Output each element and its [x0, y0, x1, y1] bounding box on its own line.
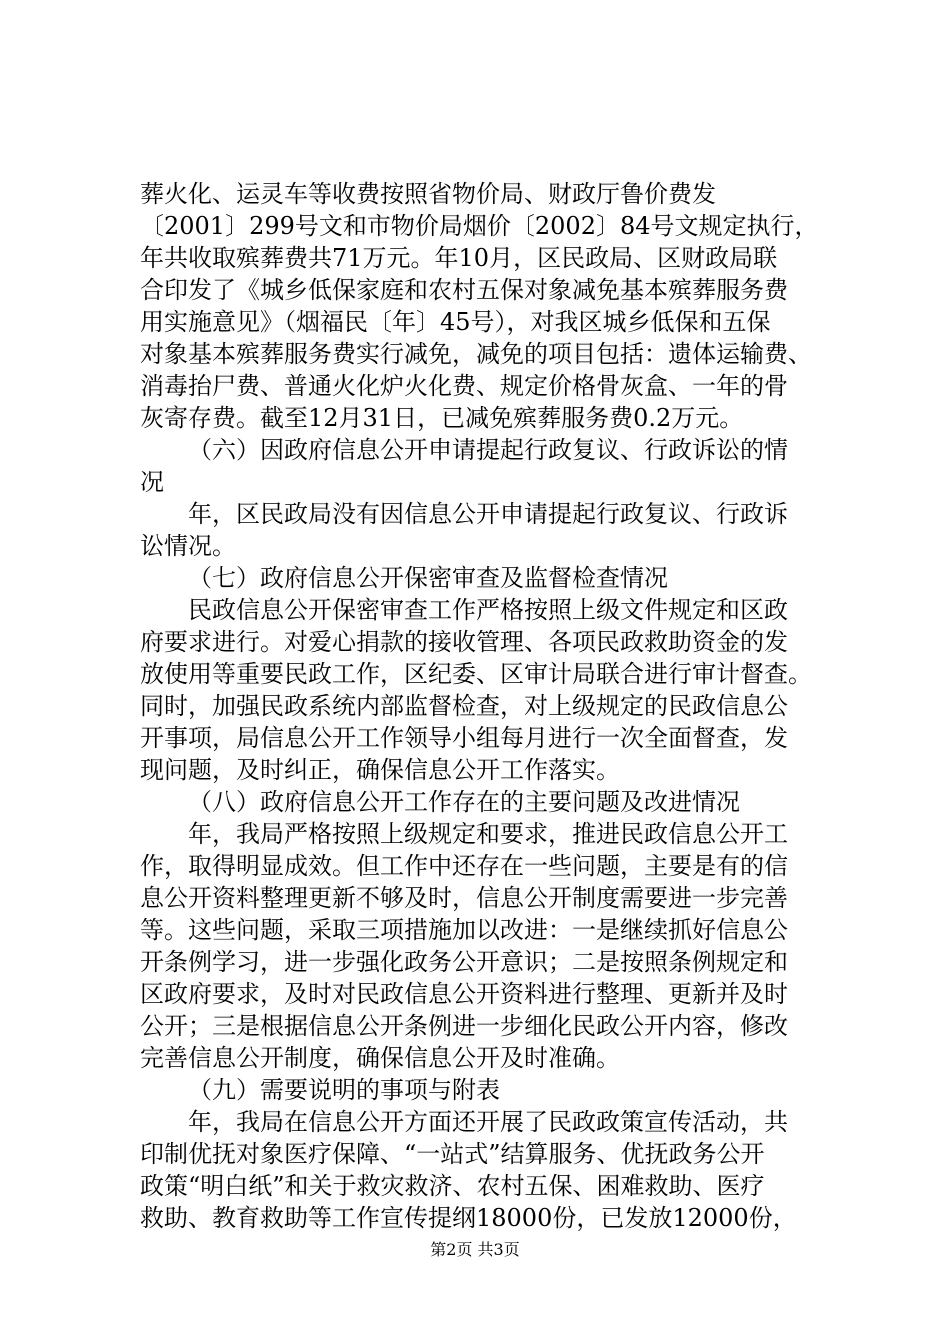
body-line: 况: [140, 468, 164, 496]
body-line: 〔2001〕299号文和市物价局烟价〔2002〕84号文规定执行，: [140, 212, 819, 240]
body-line: 年，区民政局没有因信息公开申请提起行政复议、行政诉: [188, 500, 788, 528]
body-line: 等。这些问题，采取三项措施加以改进：一是继续抓好信息公: [140, 916, 788, 944]
body-line: 印制优抚对象医疗保障、“一站式”结算服务、优抚政务公开: [140, 1140, 765, 1168]
body-line: 消毒抬尸费、普通火化炉火化费、规定价格骨灰盒、一年的骨: [140, 372, 788, 400]
body-line: 开事项，局信息公开工作领导小组每月进行一次全面督查，发: [140, 724, 788, 752]
body-line: 公开；三是根据信息公开条例进一步细化民政公开内容，修改: [140, 1012, 788, 1040]
body-line: 府要求进行。对爱心捐款的接收管理、各项民政救助资金的发: [140, 628, 788, 656]
body-line: 年，我局在信息公开方面还开展了民政政策宣传活动，共: [188, 1108, 788, 1136]
body-line: 救助、教育救助等工作宣传提纲18000份，已发放12000份，: [140, 1204, 797, 1232]
section-heading-6: （六）因政府信息公开申请提起行政复议、行政诉讼的情: [188, 436, 788, 464]
body-line: 开条例学习，进一步强化政务公开意识；二是按照条例规定和: [140, 948, 788, 976]
body-line: 讼情况。: [140, 532, 236, 560]
body-line: 用实施意见》（烟福民〔年〕45号），对我区城乡低保和五保: [140, 308, 771, 336]
section-heading-8: （八）政府信息公开工作存在的主要问题及改进情况: [188, 788, 740, 816]
body-line: 合印发了《城乡低保家庭和农村五保对象减免基本殡葬服务费: [140, 276, 788, 304]
body-line: 对象基本殡葬服务费实行减免，减免的项目包括：遗体运输费、: [140, 340, 812, 368]
body-line: 完善信息公开制度，确保信息公开及时准确。: [140, 1044, 620, 1072]
body-line: 民政信息公开保密审查工作严格按照上级文件规定和区政: [188, 596, 788, 624]
page-number-footer: 第2页 共3页: [430, 1240, 520, 1259]
section-heading-9: （九）需要说明的事项与附表: [188, 1076, 500, 1104]
body-line: 放使用等重要民政工作，区纪委、区审计局联合进行审计督查。: [140, 660, 812, 688]
body-line: 区政府要求，及时对民政信息公开资料进行整理、更新并及时: [140, 980, 788, 1008]
section-heading-7: （七）政府信息公开保密审查及监督检查情况: [188, 564, 668, 592]
body-line: 政策“明白纸”和关于救灾救济、农村五保、困难救助、医疗: [140, 1172, 765, 1200]
body-line: 年，我局严格按照上级规定和要求，推进民政信息公开工: [188, 820, 788, 848]
body-line: 灰寄存费。截至12月31日，已减免殡葬服务费0.2万元。: [140, 404, 744, 432]
body-line: 现问题，及时纠正，确保信息公开工作落实。: [140, 756, 620, 784]
body-line: 年共收取殡葬费共71万元。年10月，区民政局、区财政局联: [140, 244, 778, 272]
body-line: 作，取得明显成效。但工作中还存在一些问题，主要是有的信: [140, 852, 788, 880]
body-line: 葬火化、运灵车等收费按照省物价局、财政厅鲁价费发: [140, 180, 716, 208]
body-line: 息公开资料整理更新不够及时，信息公开制度需要进一步完善: [140, 884, 788, 912]
body-line: 同时，加强民政系统内部监督检查，对上级规定的民政信息公: [140, 692, 788, 720]
